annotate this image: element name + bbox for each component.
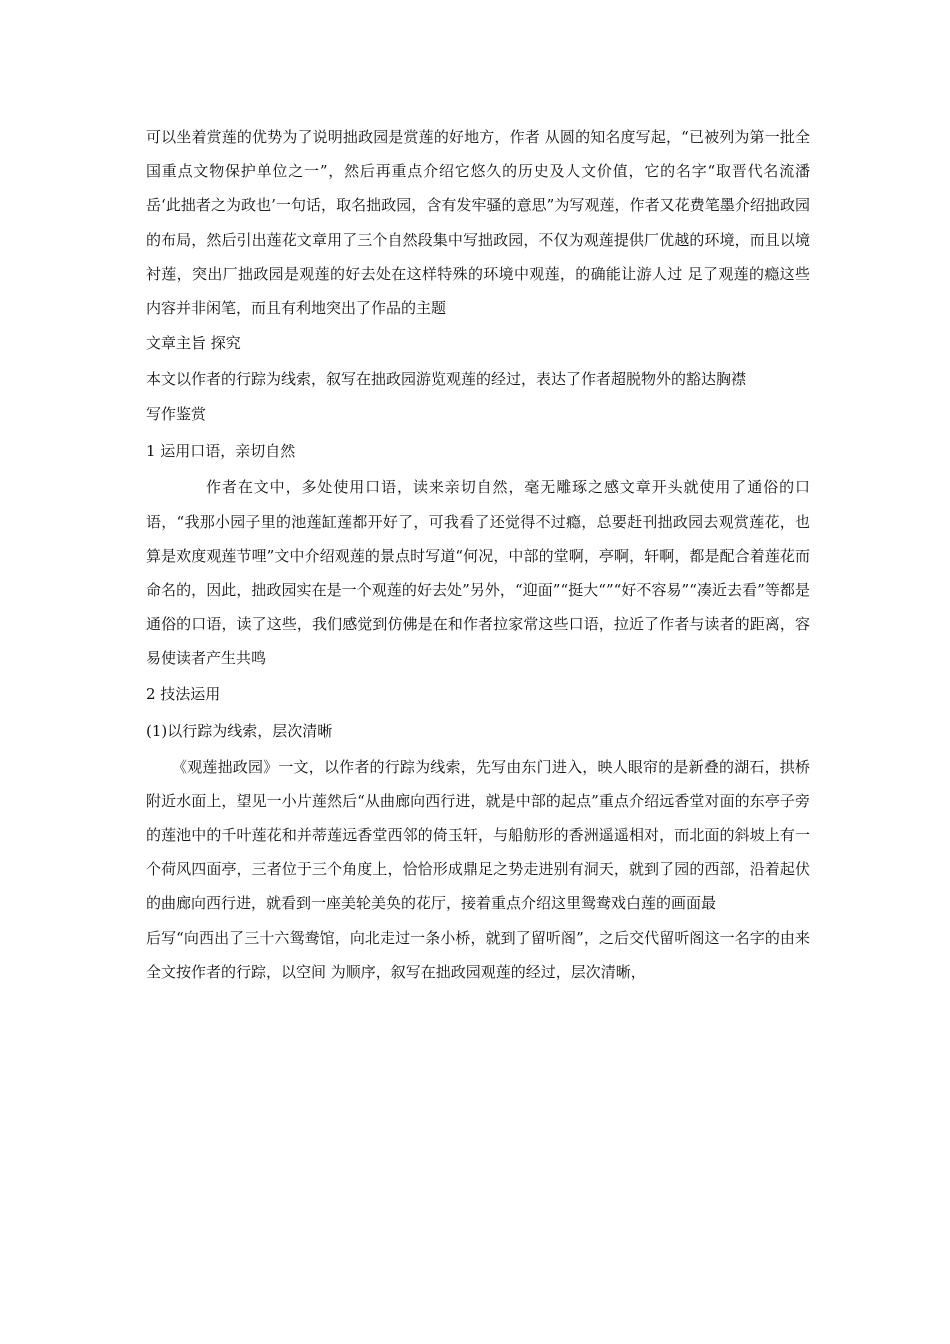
paragraph-theme: 本文以作者的行踪为线索，叙写在拙政园游览观莲的经过，表达了作者超脱物外的豁达胸襟 [146, 370, 747, 389]
heading-colloquial: 1 运用口语，亲切自然 [146, 442, 296, 461]
heading-theme: 文章主旨 探究 [146, 334, 241, 353]
heading-itinerary-clue: (1)以行踪为线索，层次清晰 [146, 721, 333, 740]
paragraph-itinerary: 《观莲拙政园》一文，以作者的行踪为线索，先写由东门进入，映人眼帘的是新叠的湖石，拱桥附近水面上，望见一小片莲然后“从曲廊向西行进，就是中部的起点”重点介绍远香堂对面的东亭子旁的莲池中的千叶莲花和并蒂莲远香堂西邻的倚玉轩，与船舫形的香洲遥遥相对，而北面的斜坡上有一个荷风四面亭，三者位于三个角度上，恰恰形成鼎足之势走进别有洞天，就到了园的西部，沿着起伏的曲廊向西行进，就看到一座美轮美奂的花厅，接着重点介绍这里鸳鸯戏白莲的画面最 [146, 757, 810, 913]
paragraph-itinerary-end: 后写“向西出了三十六鸳鸯馆，向北走过一条小桥，就到了留听阁”，之后交代留听阁这一名字的由来全文按作者的行踪，以空间 为顺序，叙写在拙政园观莲的经过，层次清晰， [146, 928, 810, 981]
heading-technique: 2 技法运用 [146, 684, 221, 703]
document-page [146, 120, 810, 989]
paragraph-colloquial: 作者在文中，多处使用口语，读来亲切自然，毫无雕琢之感文章开头就使用了通俗的口语，“我那小园子里的池莲缸莲都开好了，可我看了还觉得不过瘾，总要赶刊拙政园去观赏莲花，也算是欢度观莲节哩”文中介绍观莲的景点时写道“何况，中部的堂啊，亭啊，轩啊，都是配合着莲花而命名的，因此，拙政园实在是一个观莲的好去处”另外，“迎面”“挺大“”“好不容易”“凑近去看”等都是通俗的口语，读了这些，我们感觉到仿佛是在和作者拉家常这些口语，拉近了作者与读者的距离，容易使读者产生共鸣 [146, 478, 810, 668]
heading-writing-appreciation: 写作鉴赏 [146, 405, 207, 424]
paragraph-layout-advantage: 可以坐着赏莲的优势为了说明拙政园是赏莲的好地方，作者 从圆的知名度写起，“已被列为第一批全国重点文物保护单位之一”，然后再重点介绍它悠久的历史及人文价值，它的名字“取晋代名流潘岳‘此拙者之为政也’一句话，取名拙政园，含有发牢骚的意思”为写观莲，作者又花费笔墨介绍拙政园的布局，然后引出莲花文章用了三个自然段集中写拙政园，不仅为观莲提供厂优越的环境，而且以境衬莲，突出厂拙政园是观莲的好去处在这样特殊的环境中观莲，的确能让游人过 足了观莲的瘾这些内容并非闲笔，而且有利地突出了作品的主题 [146, 128, 810, 318]
